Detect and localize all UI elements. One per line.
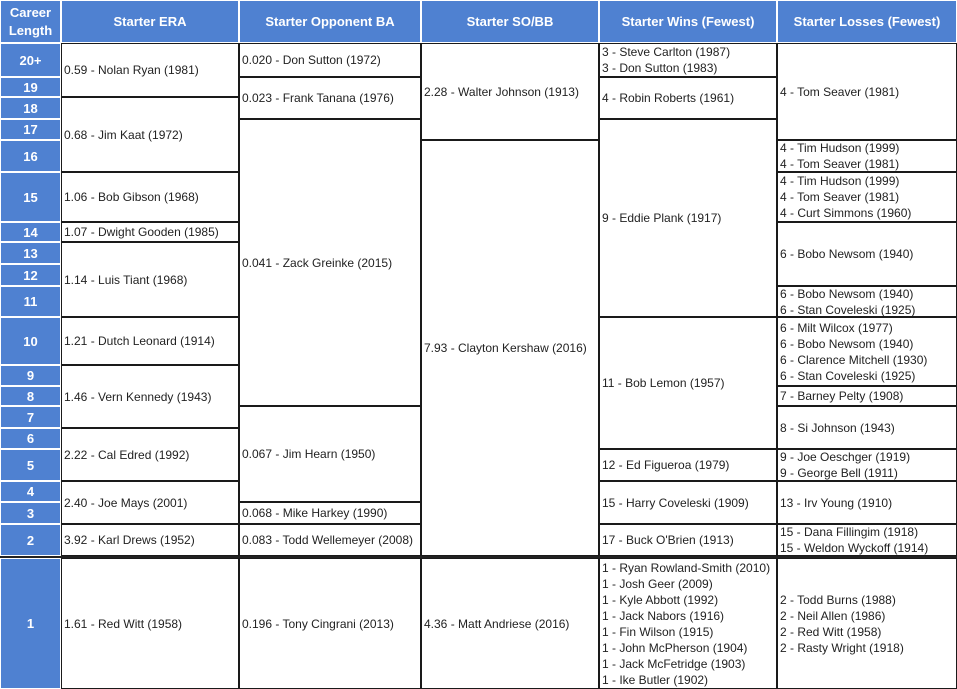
- wins-record-line: 1 - Josh Geer (2009): [602, 576, 713, 591]
- losses-record-line: 6 - Clarence Mitchell (1930): [780, 352, 928, 367]
- losses-record-line: 6 - Milt Wilcox (1977): [780, 320, 893, 335]
- losses-record-line: 2 - Rasty Wright (1918): [780, 640, 904, 655]
- era-record-cell: [61, 222, 239, 242]
- losses-record-line: 4 - Curt Simmons (1960): [780, 206, 912, 220]
- era-record-cell: [61, 43, 239, 97]
- losses-record-line: 15 - Weldon Wyckoff (1914): [780, 541, 929, 555]
- losses-record-line: 4 - Tim Hudson (1999): [780, 174, 900, 188]
- oba-record-cell: [239, 502, 421, 524]
- losses-record-cell: [777, 449, 957, 481]
- header-starter-losses: Starter Losses (Fewest): [777, 0, 957, 43]
- wins-record-line: 1 - Ryan Rowland-Smith (2010): [602, 560, 771, 575]
- losses-record-line: 2 - Neil Allen (1986): [780, 608, 886, 623]
- losses-record-line: 6 - Stan Coveleski (1925): [780, 302, 916, 317]
- oba-record-line: 0.196 - Tony Cingrani (2013): [242, 616, 394, 631]
- losses-record-cell: [777, 172, 957, 222]
- era-record-cell: [61, 365, 239, 428]
- era-record-line: 3.92 - Karl Drews (1952): [64, 533, 195, 547]
- era-record-cell: [61, 317, 239, 365]
- career-length-7: 7: [0, 406, 61, 428]
- losses-record-cell: [777, 481, 957, 524]
- era-record-cell: [61, 172, 239, 222]
- wins-record-line: 1 - Fin Wilson (1915): [602, 624, 714, 639]
- losses-record-line: 8 - Si Johnson (1943): [780, 420, 895, 435]
- career-length-11: 11: [0, 286, 61, 317]
- losses-record-line: 2 - Red Witt (1958): [780, 624, 882, 639]
- career-length-10: 10: [0, 317, 61, 365]
- losses-record-line: 4 - Tom Seaver (1981): [780, 190, 900, 204]
- losses-record-line: 9 - Joe Oeschger (1919): [780, 450, 911, 464]
- career-length-18: 18: [0, 97, 61, 119]
- wins-record-line: 15 - Harry Coveleski (1909): [602, 495, 749, 510]
- losses-record-cell: [777, 524, 957, 556]
- losses-record-cell: [777, 222, 957, 286]
- era-record-line: 1.07 - Dwight Gooden (1985): [64, 225, 219, 239]
- losses-record-line: 13 - Irv Young (1910): [780, 495, 893, 510]
- career-length-14: 14: [0, 222, 61, 242]
- losses-record-cell: [777, 558, 957, 689]
- era-record-cell: [61, 481, 239, 524]
- losses-record-line: 4 - Tom Seaver (1981): [780, 157, 900, 171]
- losses-record-cell: [777, 43, 957, 140]
- era-record-line: 2.22 - Cal Edred (1992): [64, 447, 190, 462]
- section-divider: [0, 556, 957, 558]
- career-length-20-plus: 20+: [0, 43, 61, 77]
- career-length-12: 12: [0, 264, 61, 286]
- wins-record-cell: [599, 524, 777, 556]
- losses-record-line: 7 - Barney Pelty (1908): [780, 389, 904, 403]
- sobb-record-line: 2.28 - Walter Johnson (1913): [424, 84, 579, 99]
- wins-record-line: 11 - Bob Lemon (1957): [602, 376, 725, 390]
- wins-record-line: 9 - Eddie Plank (1917): [602, 211, 722, 225]
- wins-record-line: 4 - Robin Roberts (1961): [602, 91, 735, 105]
- sobb-record-cell: [421, 43, 599, 140]
- oba-record-cell: [239, 524, 421, 556]
- wins-record-line: 1 - Jack Nabors (1916): [602, 608, 725, 623]
- era-record-line: 2.40 - Joe Mays (2001): [64, 495, 188, 510]
- header-career-length: Career Length: [0, 0, 61, 43]
- career-length-3: 3: [0, 502, 61, 524]
- career-length-8: 8: [0, 386, 61, 406]
- sobb-record-cell: [421, 558, 599, 689]
- losses-record-line: 4 - Tom Seaver (1981): [780, 84, 900, 99]
- oba-record-line: 0.068 - Mike Harkey (1990): [242, 506, 388, 520]
- oba-record-cell: [239, 43, 421, 77]
- era-record-cell: [61, 428, 239, 481]
- career-length-19: 19: [0, 77, 61, 97]
- era-record-line: 1.46 - Vern Kennedy (1943): [64, 389, 212, 404]
- wins-record-line: 1 - Kyle Abbott (1992): [602, 592, 719, 607]
- losses-record-line: 6 - Stan Coveleski (1925): [780, 368, 916, 383]
- era-record-line: 1.06 - Bob Gibson (1968): [64, 190, 199, 204]
- header-starter-so-bb: Starter SO/BB: [421, 0, 599, 43]
- losses-record-line: 9 - George Bell (1911): [780, 466, 898, 480]
- oba-record-line: 0.067 - Jim Hearn (1950): [242, 447, 376, 461]
- header-starter-opponent-ba: Starter Opponent BA: [239, 0, 421, 43]
- header-starter-wins: Starter Wins (Fewest): [599, 0, 777, 43]
- career-length-16: 16: [0, 140, 61, 172]
- career-length-5: 5: [0, 449, 61, 481]
- career-length-17: 17: [0, 119, 61, 140]
- career-length-9: 9: [0, 365, 61, 386]
- losses-record-line: 6 - Bobo Newsom (1940): [780, 286, 914, 301]
- losses-record-line: 4 - Tim Hudson (1999): [780, 141, 900, 155]
- era-record-cell: [61, 242, 239, 317]
- oba-record-cell: [239, 77, 421, 119]
- era-record-line: 1.21 - Dutch Leonard (1914): [64, 334, 215, 348]
- oba-record-cell: [239, 406, 421, 502]
- career-length-15: 15: [0, 172, 61, 222]
- era-record-line: 1.61 - Red Witt (1958): [64, 616, 183, 631]
- wins-record-line: 3 - Steve Carlton (1987): [602, 45, 731, 59]
- wins-record-cell: [599, 77, 777, 119]
- wins-record-line: 17 - Buck O'Brien (1913): [602, 533, 734, 547]
- oba-record-cell: [239, 558, 421, 689]
- losses-record-cell: [777, 317, 957, 386]
- losses-record-cell: [777, 386, 957, 406]
- wins-record-line: 1 - John McPherson (1904): [602, 640, 748, 655]
- wins-record-cell: [599, 449, 777, 481]
- wins-record-cell: [599, 558, 777, 689]
- losses-record-cell: [777, 286, 957, 317]
- oba-record-line: 0.023 - Frank Tanana (1976): [242, 91, 394, 105]
- wins-record-cell: [599, 119, 777, 317]
- losses-record-line: 15 - Dana Fillingim (1918): [780, 525, 919, 539]
- era-record-cell: [61, 524, 239, 556]
- losses-record-cell: [777, 406, 957, 449]
- losses-record-line: 6 - Bobo Newsom (1940): [780, 247, 914, 261]
- era-record-cell: [61, 97, 239, 172]
- career-length-2: 2: [0, 524, 61, 556]
- oba-record-line: 0.083 - Todd Wellemeyer (2008): [242, 533, 413, 547]
- losses-record-cell: [777, 140, 957, 172]
- losses-record-line: 2 - Todd Burns (1988): [780, 592, 896, 607]
- wins-record-line: 1 - Ike Butler (1902): [602, 672, 709, 687]
- wins-record-cell: [599, 317, 777, 449]
- wins-record-line: 12 - Ed Figueroa (1979): [602, 458, 730, 472]
- era-record-line: 1.14 - Luis Tiant (1968): [64, 272, 188, 287]
- wins-record-line: 1 - Jack McFetridge (1903): [602, 656, 746, 671]
- sobb-record-cell: [421, 140, 599, 556]
- sobb-record-line: 4.36 - Matt Andriese (2016): [424, 616, 570, 631]
- career-length-4: 4: [0, 481, 61, 502]
- oba-record-line: 0.020 - Don Sutton (1972): [242, 53, 381, 67]
- era-record-line: 0.68 - Jim Kaat (1972): [64, 127, 183, 142]
- era-record-line: 0.59 - Nolan Ryan (1981): [64, 63, 199, 77]
- career-length-13: 13: [0, 242, 61, 264]
- losses-record-line: 6 - Bobo Newsom (1940): [780, 336, 914, 351]
- career-length-1: 1: [0, 558, 61, 689]
- wins-record-cell: [599, 43, 777, 77]
- sobb-record-line: 7.93 - Clayton Kershaw (2016): [424, 341, 587, 355]
- oba-record-line: 0.041 - Zack Greinke (2015): [242, 255, 393, 270]
- header-starter-era: Starter ERA: [61, 0, 239, 43]
- wins-record-line: 3 - Don Sutton (1983): [602, 61, 718, 75]
- oba-record-cell: [239, 119, 421, 406]
- era-record-cell: [61, 558, 239, 689]
- wins-record-cell: [599, 481, 777, 524]
- career-length-6: 6: [0, 428, 61, 449]
